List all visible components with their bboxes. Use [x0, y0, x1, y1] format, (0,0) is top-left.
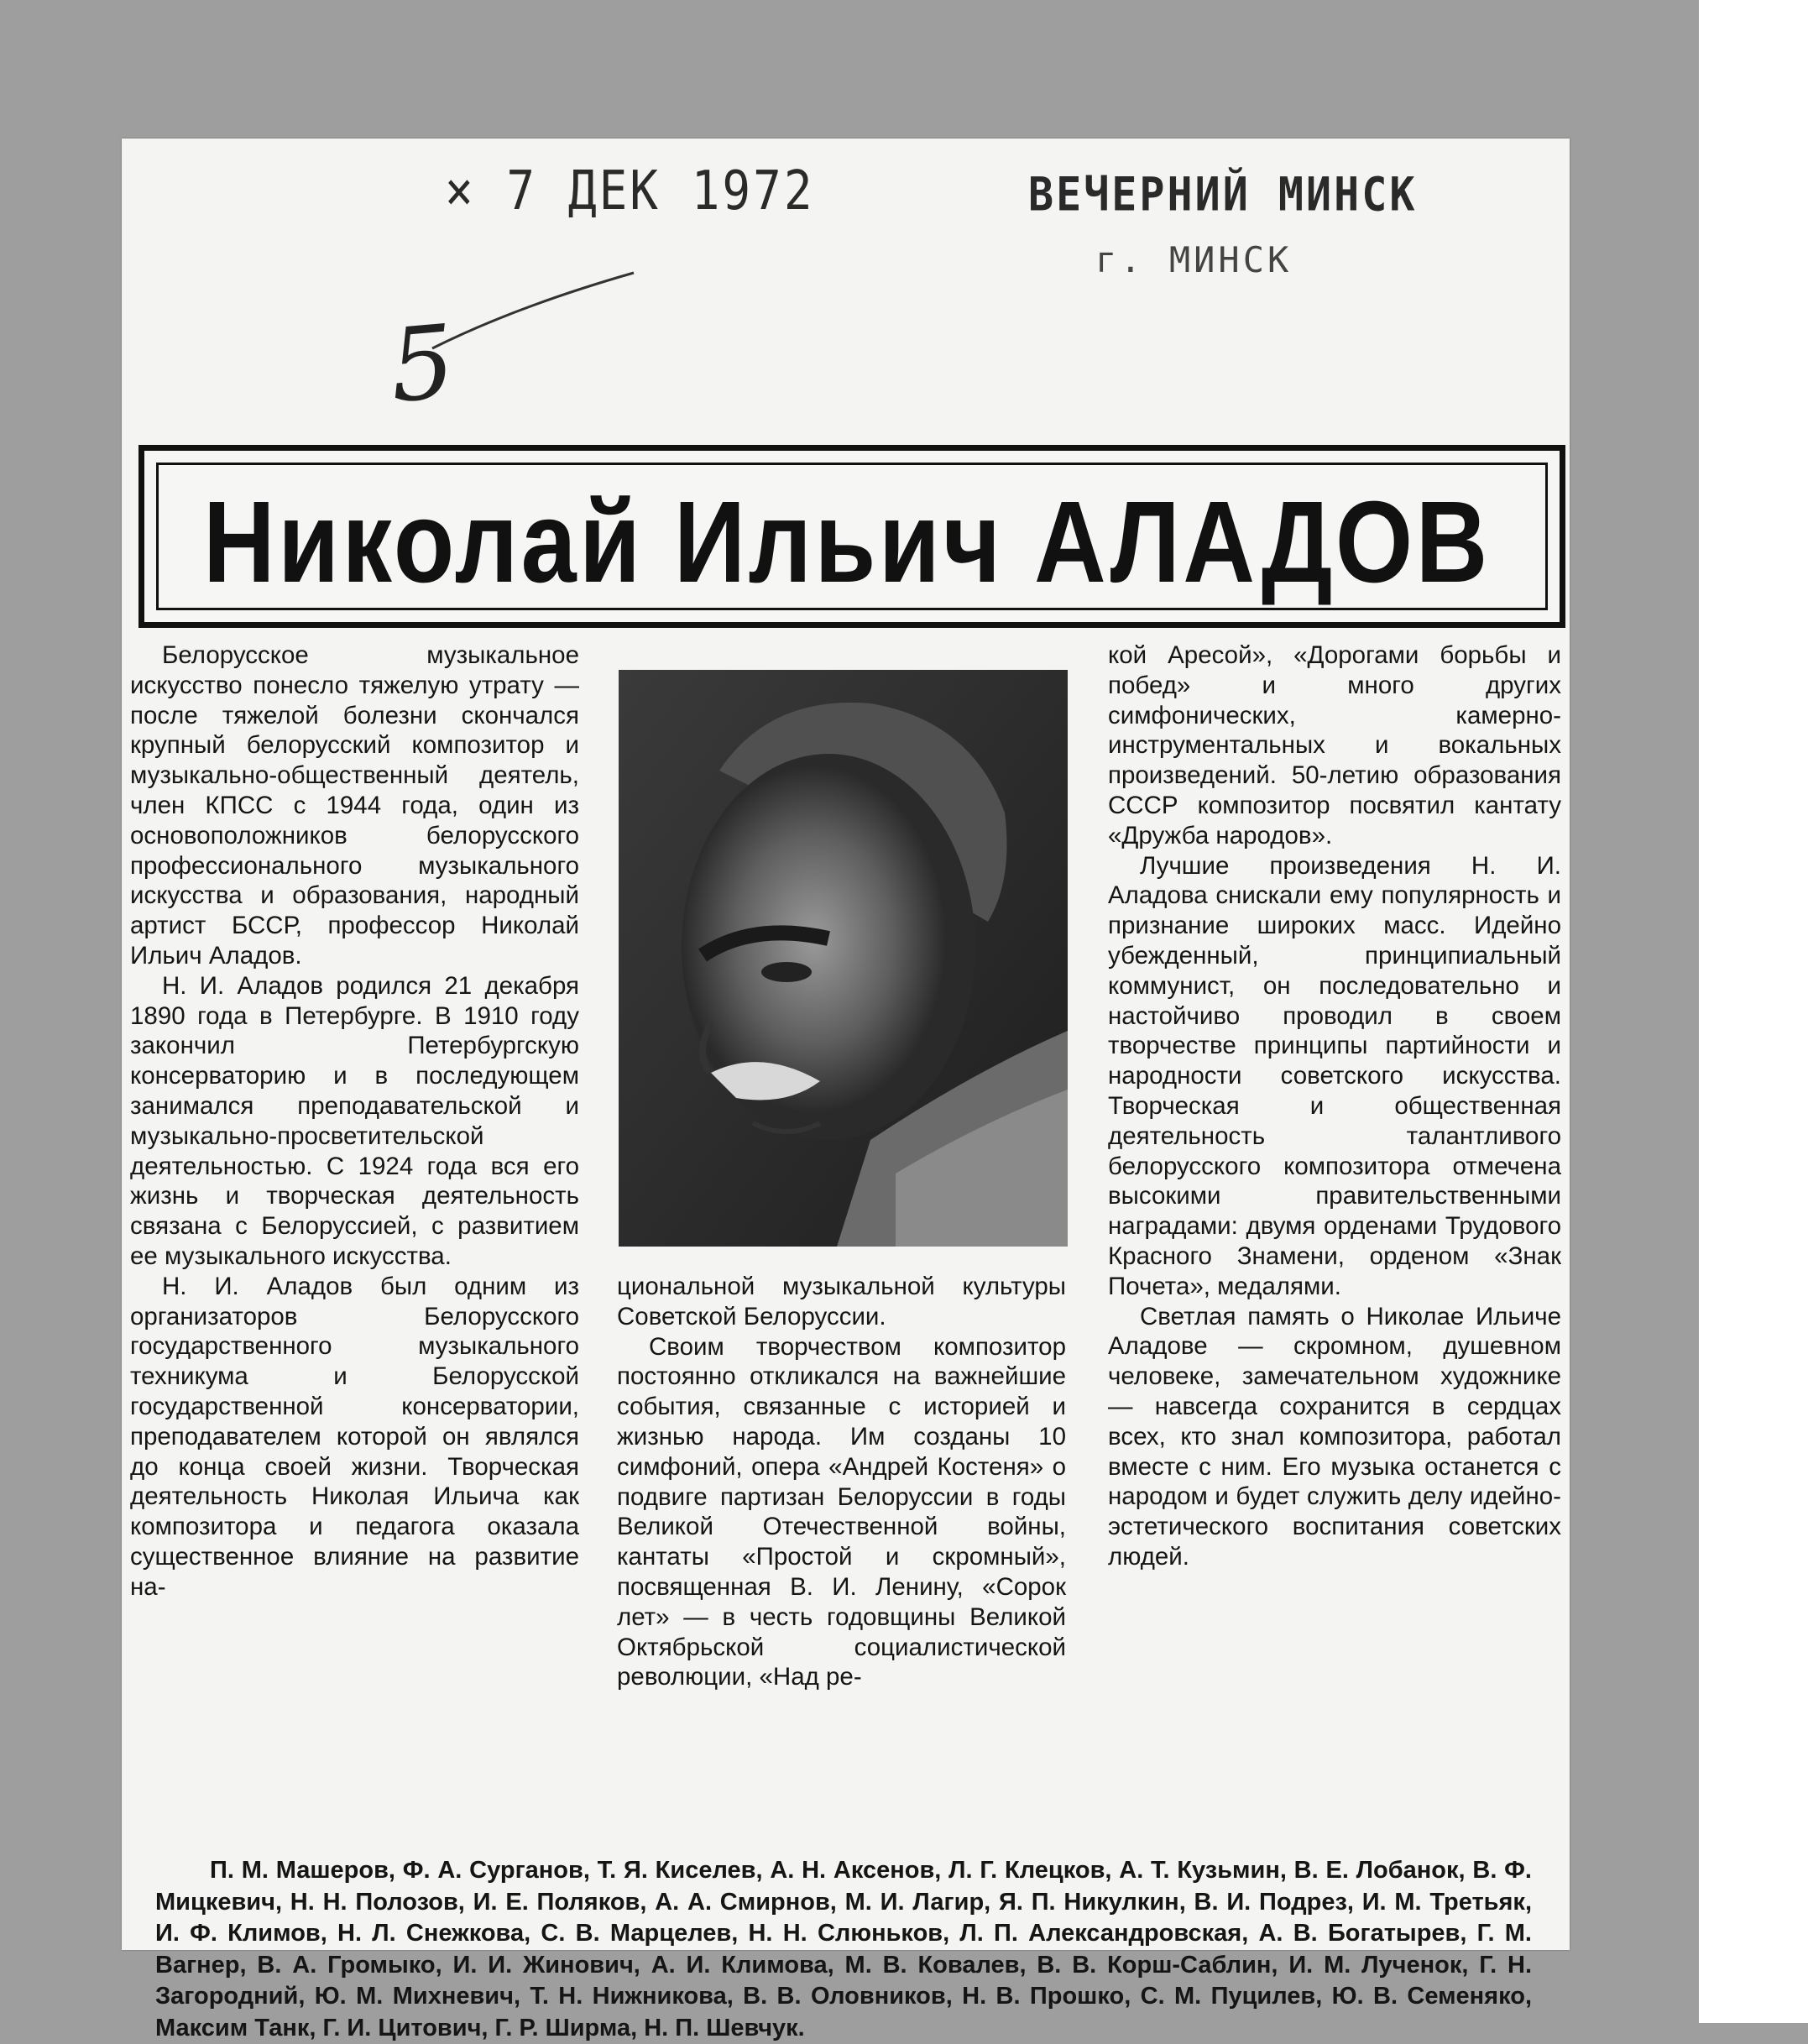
portrait-photo	[619, 670, 1068, 1247]
headline-frame	[138, 445, 1565, 628]
paragraph: Белорусское музыкальное искусство понесло тяжелую утрату — после тяжелой болезни скончался крупный белорусский композитор и музыкально-общественный деятель, член КПСС с 1944 года, один из основоположников белорусского профессионального музыкального искусства и образования, народный артист БССР, профессор Николай Ильич Аладов.	[130, 641, 579, 970]
paragraph: кой Аресой», «Дорогами борьбы и побед» и много других симфонических, камерно-инструментальных и вокальных произведений. 50-летию образования СССР композитор посвятил кантату «Дружба народов».	[1108, 641, 1561, 849]
date-stamp: × 7 ДЕК 1972	[445, 159, 815, 222]
paragraph: Н. И. Аладов родился 21 декабря 1890 года в Петербурге. В 1910 году закончил Петербургскую консерваторию и в последующем занимался преподавательской и музыкально-просветительской деятельностью. С 1924 года вся его жизнь и творческая деятельность связана с Белоруссией, с развитием ее музыкального искусства.	[130, 971, 579, 1270]
paragraph: циональной музыкальной культуры Советской Белоруссии.	[617, 1273, 1066, 1330]
paragraph: Своим творчеством композитор постоянно откликался на важнейшие события, связанные с историей и жизнью народа. Им созданы 10 симфоний, опера «Андрей Костеня» о подвиге партизан Белоруссии в годы Великой Отечественной войны, кантаты «Простой и скромный», посвященная В. И. Ленину, «Сорок лет» — в честь годовщины Великой Октябрьской социалистической революции, «Над ре-	[617, 1332, 1066, 1691]
paragraph: Лучшие произведения Н. И. Аладова снискали ему популярность и признание широких масс. Идейно убежденный, принципиальный коммунист, он последовательно и настойчиво проводил в своем творчестве принципы партийности и народности советского искусства. Творческая и общественная деятельность талантливого белорусского композитора отмечена высокими правительственными наградами: двумя орденами Трудового Красного Знамени, орденом «Знак Почета», медалями.	[1108, 851, 1561, 1300]
city-stamp: г. МИНСК	[1095, 239, 1293, 280]
paragraph: Светлая память о Николае Ильиче Аладове — скромном, душевном человеке, замечательном художнике — навсегда сохранится в сердцах всех, кто знал композитора, работал вместе с ним. Его музыка останется с народом и будет служить делу идейно-эстетического воспитания советских людей.	[1108, 1302, 1561, 1571]
paragraph: Н. И. Аладов был одним из организаторов Белорусского государственного музыкального техникума и Белорусской государственной консерватории, преподавателем которой он являлся до конца своей жизни. Творческая деятельность Николая Ильича как композитора и педагога оказала существенное влияние на развитие на-	[130, 1272, 579, 1601]
signatories-list: П. М. Машеров, Ф. А. Сурганов, Т. Я. Киселев, А. Н. Аксенов, Л. Г. Клецков, А. Т. Кузьмин, В. Е. Лобанок, В. Ф. Мицкевич, Н. Н. Полозов, И. Е. Поляков, А. А. Смирнов, М. И. Лагир, Я. П. Никулкин, В. И. Подрез, И. М. Третьяк, И. Ф. Климов, Н. Л. Снежкова, С. В. Марцелев, Н. Н. Слюньков, Л. П. Александровская, А. В. Богатырев, Г. М. Вагнер, В. А. Громыко, И. И. Жинович, А. И. Климова, М. В. Ковалев, В. В. Корш-Саблин, И. М. Лученок, Г. Н. Загородний, Ю. М. Михневич, Т. Н. Нижникова, В. В. Оловников, Н. В. Прошко, С. М. Пуцилев, Ю. В. Семеняко, Максим Танк, Г. И. Цитович, Г. Р. Ширма, Н. П. Шевчук.	[155, 1857, 1532, 2041]
handwritten-number: 5	[385, 303, 460, 426]
newspaper-clipping	[122, 139, 1570, 2041]
article-column-3	[1108, 640, 1561, 1572]
scan-margin	[1699, 0, 1808, 2023]
article-column-2	[617, 1272, 1066, 1692]
headline: Николай Ильич АЛАДОВ	[203, 478, 1491, 607]
newspaper-stamp: ВЕЧЕРНИЙ МИНСК	[1028, 168, 1418, 222]
article-column-1	[130, 640, 579, 1602]
